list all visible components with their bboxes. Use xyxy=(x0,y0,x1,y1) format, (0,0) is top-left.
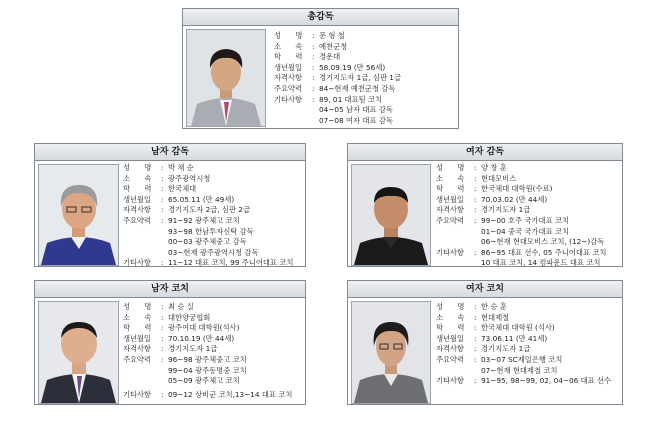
field-label: 기타사항 xyxy=(436,247,464,257)
card-title: 여자 코치 xyxy=(348,281,622,298)
field-label: 기타사항 xyxy=(123,258,151,268)
field-label: 자격사항 xyxy=(123,344,151,354)
info-continuation: 05~09 광주체고 코치 xyxy=(168,376,240,386)
field-value: 70.03.02 (만 44세) xyxy=(481,194,548,204)
info-continuation: 07~08 여자 대표 감독 xyxy=(319,115,393,125)
info-row: 학 력 : 한국체대 xyxy=(123,184,197,194)
field-label: 소 속 xyxy=(436,312,465,322)
info-row: 생년월일 : 73.06.11 (만 41세) xyxy=(436,333,548,343)
info-continuation: 10 대표 코치, 14 컴파운드 대표 코치 xyxy=(481,258,601,268)
info-row: 주요약력 : 99~00 호주 국가대표 코치 xyxy=(436,215,570,225)
field-label: 소 속 xyxy=(436,173,465,183)
field-value: 예천군청 xyxy=(319,41,348,51)
field-value: 한국체대 xyxy=(168,184,197,194)
men-head-coach-photo xyxy=(38,164,119,266)
field-label: 생년월일 xyxy=(436,194,464,204)
head-coach-info xyxy=(274,31,401,126)
info-row: 자격사항 : 경기지도자 1급 xyxy=(436,344,531,354)
women-head-coach-photo xyxy=(351,164,431,266)
field-value: 11~12 대표 코치, 99 주니어대표 코치 xyxy=(168,258,294,268)
field-value: 09~12 상비군 코치,13~14 대표 코치 xyxy=(168,389,293,399)
field-label: 생년월일 xyxy=(274,62,302,72)
field-label: 자격사항 xyxy=(274,73,302,83)
info-row: 자격사항 : 경기지도자 1급, 심판 1급 xyxy=(274,73,402,83)
field-value: 99~00 호주 국가대표 코치 xyxy=(481,215,570,225)
info-row: 자격사항 : 경기지도자 2급, 심판 2급 xyxy=(123,205,251,215)
field-value: 박 채 순 xyxy=(168,163,194,172)
info-row: 생년월일 : 65.05.11 (만 49세) xyxy=(123,194,235,204)
info-row: 생년월일 : 58.09.19 (만 56세) xyxy=(274,62,386,72)
field-label: 성 명 xyxy=(123,302,152,311)
men-coach-card xyxy=(34,280,306,405)
field-value: 경기지도자 1급 xyxy=(168,344,218,354)
head-coach-photo xyxy=(186,29,266,127)
women-coach-info xyxy=(436,302,611,387)
info-row: 학 력 : 한국체대 대학원(수료) xyxy=(436,184,553,194)
info-row: 생년월일 : 70.10.19 (만 44세) xyxy=(123,333,235,343)
info-row: 학 력 : 광주여대 대학원(석사) xyxy=(123,323,240,333)
field-label: 주요약력 xyxy=(436,215,464,225)
field-label: 학 력 xyxy=(274,52,303,62)
field-value: 89, 01 대표팀 코치 xyxy=(319,94,383,104)
info-row: 기타사항 : 91~95, 98~99, 02, 04~06 대표 선수 xyxy=(436,376,612,386)
men-head-coach-info xyxy=(123,163,293,269)
info-continuation: 04~05 남자 대표 감독 xyxy=(319,105,393,115)
field-label: 소 속 xyxy=(274,41,303,51)
field-value: 광주광역시청 xyxy=(168,173,211,183)
field-label: 학 력 xyxy=(436,184,465,194)
info-row: 주요약력 : 84~현재 예천군청 감독 xyxy=(274,83,396,93)
women-head-coach-info xyxy=(436,163,606,269)
field-label: 소 속 xyxy=(123,173,152,183)
women-coach-photo xyxy=(351,301,431,404)
info-row: 소 속 : 대한양궁협회 xyxy=(123,312,211,322)
field-label: 학 력 xyxy=(123,323,152,333)
info-continuation: 01~04 중국 국가대표 코치 xyxy=(481,226,570,236)
field-value: 70.10.19 (만 44세) xyxy=(168,333,235,343)
info-row: 주요약력 : 03~07 SC제일은행 코치 xyxy=(436,354,563,364)
field-value: 경기지도자 1급 xyxy=(481,205,531,215)
field-label: 주요약력 xyxy=(123,215,151,225)
info-continuation: 03~현재 광주광역시청 감독 xyxy=(168,247,259,257)
field-value: 84~현재 예천군청 감독 xyxy=(319,83,396,93)
field-label: 생년월일 xyxy=(436,333,464,343)
field-label: 주요약력 xyxy=(436,354,464,364)
info-continuation: 93~98 한남투자신탁 감독 xyxy=(168,226,254,236)
field-value: 대한양궁협회 xyxy=(168,312,211,322)
field-value: 현대모비스 xyxy=(481,173,517,183)
field-label: 성 명 xyxy=(274,31,303,40)
info-row: 성 명 : 최 승 실 xyxy=(123,302,194,311)
info-continuation: 07~현재 현대제철 코치 xyxy=(481,365,558,375)
card-title: 총감독 xyxy=(183,9,458,26)
info-row: 소 속 : 예천군청 xyxy=(274,41,348,51)
field-label: 자격사항 xyxy=(123,205,151,215)
field-value: 광주여대 대학원(석사) xyxy=(168,323,240,333)
info-row: 학 력 : 한국체대 대학원 (석사) xyxy=(436,323,555,333)
field-value: 73.06.11 (만 41세) xyxy=(481,333,548,343)
info-row: 소 속 : 광주광역시청 xyxy=(123,173,211,183)
info-row: 자격사항 : 경기지도자 1급 xyxy=(123,344,218,354)
field-value: 한국체대 대학원(수료) xyxy=(481,184,553,194)
info-row: 기타사항 : 11~12 대표 코치, 99 주니어대표 코치 xyxy=(123,258,294,268)
field-value: 현대제철 xyxy=(481,312,510,322)
info-continuation: 06~현재 현대모비스 코치, (12~)감독 xyxy=(481,237,605,247)
field-value: 03~07 SC제일은행 코치 xyxy=(481,354,563,364)
info-row: 성 명 : 양 창 훈 xyxy=(436,163,507,172)
card-title: 남자 코치 xyxy=(35,281,305,298)
field-value: 한국체대 대학원 (석사) xyxy=(481,323,555,333)
field-label: 기타사항 xyxy=(123,389,151,399)
field-value: 경기지도자 1급, 심판 1급 xyxy=(319,73,402,83)
women-coach-card xyxy=(347,280,623,405)
info-row: 학 력 : 경운대 xyxy=(274,52,341,62)
field-label: 기타사항 xyxy=(274,94,302,104)
field-label: 학 력 xyxy=(123,184,152,194)
field-label: 성 명 xyxy=(436,163,465,172)
info-continuation: 00~03 광주체중고 감독 xyxy=(168,237,247,247)
info-row: 주요약력 : 96~98 광주체중고 코치 xyxy=(123,354,247,364)
info-row: 성 명 : 한 승 훈 xyxy=(436,302,507,311)
field-label: 주요약력 xyxy=(274,83,302,93)
field-value: 경기지도자 2급, 심판 2급 xyxy=(168,205,251,215)
info-row: 생년월일 : 70.03.02 (만 44세) xyxy=(436,194,548,204)
info-row: 소 속 : 현대모비스 xyxy=(436,173,517,183)
men-head-coach-card xyxy=(34,143,306,267)
field-label: 생년월일 xyxy=(123,333,151,343)
field-label: 소 속 xyxy=(123,312,152,322)
field-value: 58.09.19 (만 56세) xyxy=(319,62,386,72)
field-label: 학 력 xyxy=(436,323,465,333)
field-value: 91~95, 98~99, 02, 04~06 대표 선수 xyxy=(481,376,612,386)
field-value: 91~92 광주체고 코치 xyxy=(168,215,240,225)
info-row: 소 속 : 현대제철 xyxy=(436,312,510,322)
info-row: 주요약력 : 91~92 광주체고 코치 xyxy=(123,215,240,225)
card-title: 여자 감독 xyxy=(348,144,622,161)
field-value: 한 승 훈 xyxy=(481,302,507,311)
field-label: 기타사항 xyxy=(436,376,464,386)
info-row: 자격사항 : 경기지도자 1급 xyxy=(436,205,531,215)
men-coach-info xyxy=(123,302,292,400)
field-value: 최 승 실 xyxy=(168,302,194,311)
field-value: 65.05.11 (만 49세) xyxy=(168,194,235,204)
field-label: 자격사항 xyxy=(436,205,464,215)
field-value: 경기지도자 1급 xyxy=(481,344,531,354)
info-continuation: 99~04 광주동명중 코치 xyxy=(168,365,247,375)
field-value: 경운대 xyxy=(319,52,341,62)
field-label: 자격사항 xyxy=(436,344,464,354)
info-row: 기타사항 : 09~12 상비군 코치,13~14 대표 코치 xyxy=(123,389,293,399)
info-row: 기타사항 : 89, 01 대표팀 코치 xyxy=(274,94,383,104)
field-value: 86~95 대표 선수, 05 주니어대표 코치 xyxy=(481,247,607,257)
card-title: 남자 감독 xyxy=(35,144,305,161)
info-row: 성 명 : 박 채 순 xyxy=(123,163,194,172)
info-row: 기타사항 : 86~95 대표 선수, 05 주니어대표 코치 xyxy=(436,247,607,257)
field-value: 양 창 훈 xyxy=(481,163,507,172)
head-coach-card xyxy=(182,8,459,129)
field-label: 주요약력 xyxy=(123,354,151,364)
men-coach-photo xyxy=(38,301,119,404)
field-value: 문 형 철 xyxy=(319,31,345,40)
field-label: 성 명 xyxy=(436,302,465,311)
field-label: 성 명 xyxy=(123,163,152,172)
field-label: 생년월일 xyxy=(123,194,151,204)
field-value: 96~98 광주체중고 코치 xyxy=(168,354,247,364)
info-row: 성 명 : 문 형 철 xyxy=(274,31,345,40)
women-head-coach-card xyxy=(347,143,623,267)
